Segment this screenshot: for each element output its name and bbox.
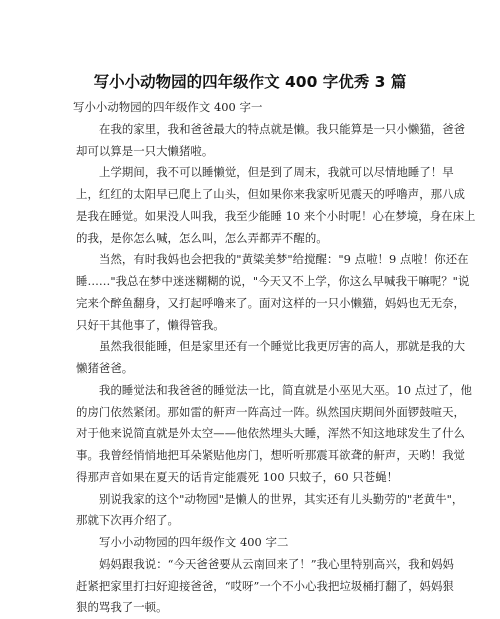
document-body <box>73 97 476 619</box>
text-line: 对于他来说简直就是外太空——他依然埋头大睡，浑然不知这地球发生了什么 <box>76 426 465 441</box>
text-line: 懒猪爸爸。 <box>76 361 134 375</box>
text-line: 是我在睡觉。如果没人叫我，我至少能睡 10 来个小时呢！心在梦境，身在床上 <box>76 208 476 223</box>
text-line: 完来个醉鱼翻身，又打起呼噜来了。面对这样的一只小懒猫，妈妈也无无奈， <box>76 295 465 310</box>
text-line: 睡……"我总在梦中迷迷糊糊的说，"今天又不上学，你这么早喊我干嘛呢？"说 <box>76 274 470 288</box>
text-line: 别说我家的这个"动物园"是懒人的世界，其实还有儿头勤劳的"老黄牛"， <box>99 491 464 506</box>
text-line: 在我的家里，我和爸爸最大的特点就是懒。我只能算是一只小懒猫，爸爸 <box>99 121 466 136</box>
text-line: 上，红红的太阳早已爬上了山头，但如果你来我家听见震天的呼噜声，那八成 <box>76 187 465 201</box>
text-line: 虽然我很能睡，但是家里还有一个睡觉比我更厉害的高人，那就是我的大 <box>99 339 466 354</box>
text-line: 我的睡觉法和我爸爸的睡觉法一比，简直就是小巫见大巫。10 点过了，他 <box>99 382 472 397</box>
text-line: 的我，是你怎么喊，怎么叫，怎么弄都弄不醒的。 <box>76 230 328 245</box>
text-line: 事。我曾经悄悄地把耳朵紧贴他房门，想听听那震耳欲聋的鼾声，天哟！我觉 <box>76 448 465 462</box>
text-line: 写小小动物园的四年级作文 400 字二 <box>99 535 289 549</box>
text-line: 的房门依然紧闭。那如雷的鼾声一阵高过一阵。纵然国庆期间外面锣鼓喧天， <box>76 404 465 419</box>
text-line: 狠的骂我了一顿。 <box>76 600 168 615</box>
text-line: 当然，有时我妈也会把我的"黄粱美梦"给搅醒："9 点啦！9 点啦！你还在 <box>99 252 469 267</box>
text-line: 妈妈跟我说：“今天爸爸要从云南回来了！”我心里特别高兴，我和妈妈 <box>99 556 454 571</box>
text-line: 只好干其他事了，懒得管我。 <box>76 317 225 332</box>
text-line: 得那声音如果在夏天的话肯定能震死 100 只蚊子，60 只苍蝇！ <box>76 469 399 484</box>
text-line: 写小小动物园的四年级作文 400 字一 <box>73 100 263 114</box>
text-line: 那就下次再介绍了。 <box>76 513 179 528</box>
text-line: 却可以算是一只大懒猪啦。 <box>76 143 214 158</box>
text-line: 赶紧把家里打扫好迎接爸爸，“哎呀”一个不小心我把垃圾桶打翻了，妈妈狠 <box>76 578 454 593</box>
text-line: 上学期间，我不可以睡懒觉，但是到了周末，我就可以尽情地睡了！早 <box>99 165 454 180</box>
document-title: 写小小动物园的四年级作文 400 字优秀 3 篇 <box>93 73 407 91</box>
